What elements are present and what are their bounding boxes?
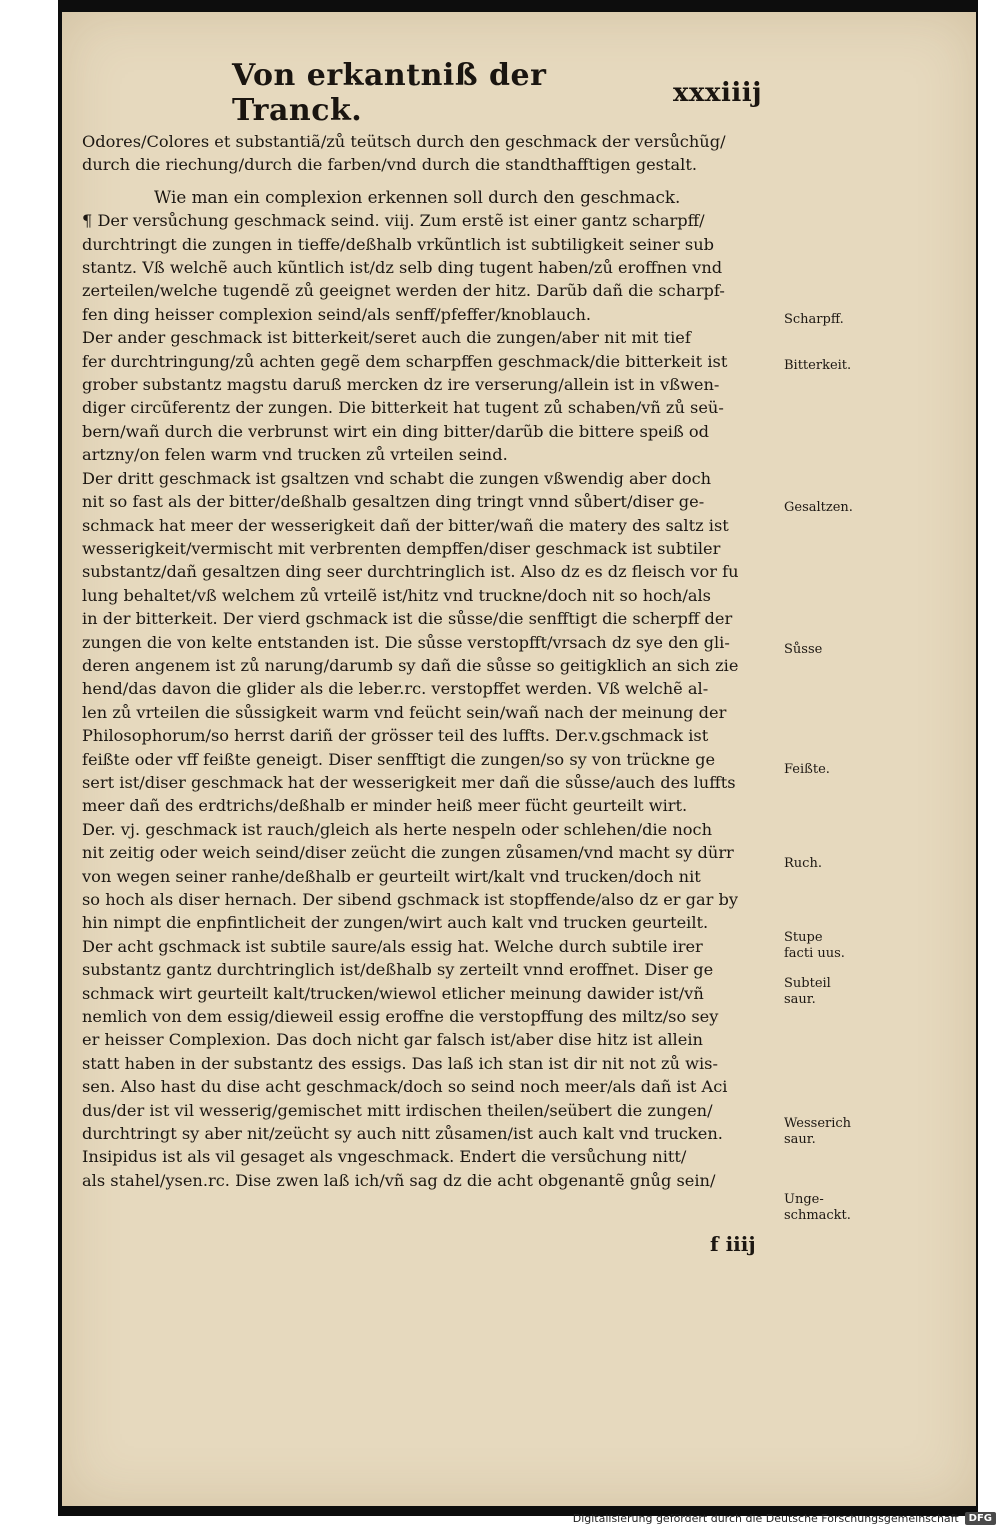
- text-line: len zů vrteilen die sůssigkeit warm vnd feücht sein/wañ nach der meinung der: [82, 702, 727, 722]
- header-title: Von erkantniß der Tranck.: [232, 58, 547, 128]
- margin-note-gesaltzen: Gesaltzen.: [784, 500, 853, 515]
- text-line: grober substantz magstu daruß mercken dz ire verserung/allein ist in vßwen-: [82, 375, 720, 395]
- footer-credit-text: Digitalisierung gefördert durch die Deutsche Forschungsgemeinschaft: [572, 1511, 959, 1525]
- text-line: stantz. Vß welchẽ auch kũntlich ist/dz selb ding tugent haben/zů eroffnen vnd: [82, 258, 723, 278]
- margin-note-bitterkeit: Bitterkeit.: [784, 358, 852, 373]
- text-line: statt haben in der substantz des essigs. Das laß ich stan ist dir nit not zů wis-: [82, 1053, 718, 1073]
- text-line: wesserigkeit/vermischt mit verbrenten dempffen/diser geschmack ist subtiler: [82, 538, 721, 558]
- text-line: substantz/dañ gesaltzen ding seer durchtringlich ist. Also dz es dz fleisch vor fu: [82, 562, 739, 582]
- text-line: dus/der ist vil wesserig/gemischet mitt irdischen theilen/seübert die zungen/: [82, 1100, 713, 1120]
- footer-credit: [573, 1509, 996, 1527]
- text-line: Der ander geschmack ist bitterkeit/seret auch die zungen/aber nit mit tief: [82, 328, 691, 348]
- text-line: nit zeitig oder weich seind/diser zeücht die zungen zůsamen/vnd macht sy dürr: [82, 843, 734, 863]
- text-line: schmack hat meer der wesserigkeit dañ der bitter/wañ die matery des saltz ist: [82, 515, 729, 535]
- text-line: zungen die von kelte entstanden ist. Die sůsse verstopfft/vrsach dz sye den gli-: [82, 632, 730, 652]
- text-line: lung behaltet/vß welchem zů vrteilẽ ist/hitz vnd truckne/doch nit so hoch/als: [82, 585, 711, 605]
- margin-note-subteil-saur: Subteil saur.: [784, 976, 831, 1007]
- text-line: er heisser Complexion. Das doch nicht gar falsch ist/aber dise hitz ist allein: [82, 1030, 703, 1050]
- dfg-logo: DFG: [965, 1512, 996, 1525]
- text-line: zerteilen/welche tugendẽ zů geeignet werden der hitz. Darũb dañ die scharpf-: [82, 281, 725, 301]
- text-line: von wegen seiner ranhe/deßhalb er geurteilt wirt/kalt vnd trucken/doch nit: [82, 866, 701, 886]
- margin-note-stupefactiuus: Stupe facti uus.: [784, 930, 845, 961]
- text-line: hin nimpt die enpfintlicheit der zungen/wirt auch kalt vnd trucken geurteilt.: [82, 913, 709, 933]
- text-line: so hoch als diser hernach. Der sibend gschmack ist stopffende/also dz er gar by: [82, 890, 739, 909]
- text-line: sen. Also hast du dise acht geschmack/doch so seind noch meer/als dañ ist Aci: [82, 1077, 728, 1097]
- text-line: substantz gantz durchtringlich ist/deßhalb sy zerteilt vnnd eroffnet. Diser ge: [82, 960, 714, 980]
- text-line: Insipidus ist als vil gesaget als vngeschmack. Endert die versůchung nitt/: [82, 1147, 687, 1167]
- folio-number: xxxiiij: [672, 78, 762, 108]
- text-line: in der bitterkeit. Der vierd gschmack ist die sůsse/die senfftigt die scherpff der: [82, 609, 733, 629]
- text-line: Der. vj. geschmack ist rauch/gleich als herte nespeln oder schlehen/die noch: [82, 819, 713, 839]
- text-line: durch die riechung/durch die farben/vnd durch die standthafftigen gestalt.: [82, 155, 697, 175]
- text-line: Der acht gschmack ist subtile saure/als essig hat. Welche durch subtile irer: [82, 936, 703, 956]
- body-text: [82, 130, 782, 1192]
- text-line: fer durchtringung/zů achten gegẽ dem scharpffen geschmack/die bitterkeit ist: [82, 351, 728, 371]
- margin-note-ungeschmackt: Unge- schmackt.: [784, 1192, 851, 1223]
- text-line: als stahel/ysen.rc. Dise zwen laß ich/vñ sag dz die acht obgenantẽ gnůg sein/: [82, 1170, 716, 1190]
- text-line: sert ist/diser geschmack hat der wesserigkeit mer dañ die sůsse/auch des luffts: [82, 772, 736, 792]
- text-line: deren angenem ist zů narung/darumb sy dañ die sůsse so geitigklich an sich zie: [82, 655, 739, 675]
- text-line: durchtringt sy aber nit/zeücht sy auch nitt zůsamen/ist auch kalt vnd trucken.: [82, 1124, 723, 1144]
- text-line: Philosophorum/so herrst dariñ der grösser teil des luffts. Der.v.gschmack ist: [82, 726, 709, 746]
- margin-note-feisste: Feißte.: [784, 762, 830, 777]
- margin-note-wesserich-saur: Wesserich saur.: [784, 1116, 852, 1147]
- text-line: ¶ Der versůchung geschmack seind. viij. Zum erstẽ ist einer gantz scharpff/: [82, 211, 705, 231]
- text-line: nemlich von dem essig/dieweil essig eroffne die verstopffung des miltz/so sey: [82, 1007, 719, 1027]
- running-header: [232, 58, 762, 128]
- signature-mark: f iiij: [710, 1232, 756, 1256]
- blank-line: [82, 177, 782, 186]
- text-line: durchtringt die zungen in tieffe/deßhalb vrkũntlich ist subtiligkeit seiner sub: [82, 234, 715, 254]
- margin-note-ruch: Ruch.: [784, 856, 822, 871]
- text-line: diger circũferentz der zungen. Die bitterkeit hat tugent zů schaben/vñ zů seü-: [82, 398, 724, 418]
- margin-note-suesse: Sůsse: [784, 642, 823, 657]
- text-line: Odores/Colores et substantiã/zů teütsch durch den geschmack der versůchũg/: [82, 132, 726, 151]
- text-line: nit so fast als der bitter/deßhalb gesaltzen ding tringt vnnd sůbert/diser ge-: [82, 492, 705, 512]
- text-line: meer dañ des erdtrichs/deßhalb er minder heiß meer fücht geurteilt wirt.: [82, 796, 688, 816]
- text-line: feißte oder vff feißte geneigt. Diser senfftigt die zungen/so sy von trückne ge: [82, 749, 716, 769]
- section-heading: Wie man ein complexion erkennen soll durch den geschmack.: [154, 186, 681, 207]
- margin-note-scharpff: Scharpff.: [784, 312, 844, 327]
- text-line: artzny/on felen warm vnd trucken zů vrteilen seind.: [82, 445, 508, 465]
- text-line: Der dritt geschmack ist gsaltzen vnd schabt die zungen vßwendig aber doch: [82, 468, 712, 488]
- text-line: bern/wañ durch die verbrunst wirt ein ding bitter/darũb die bittere speiß od: [82, 421, 710, 441]
- text-line: hend/das davon die glider als die leber.rc. verstopffet werden. Vß welchẽ al-: [82, 679, 709, 699]
- text-line: schmack wirt geurteilt kalt/trucken/wiewol etlicher meinung dawider ist/vñ: [82, 983, 704, 1003]
- text-line: fen ding heisser complexion seind/als senff/pfeffer/knoblauch.: [82, 304, 592, 324]
